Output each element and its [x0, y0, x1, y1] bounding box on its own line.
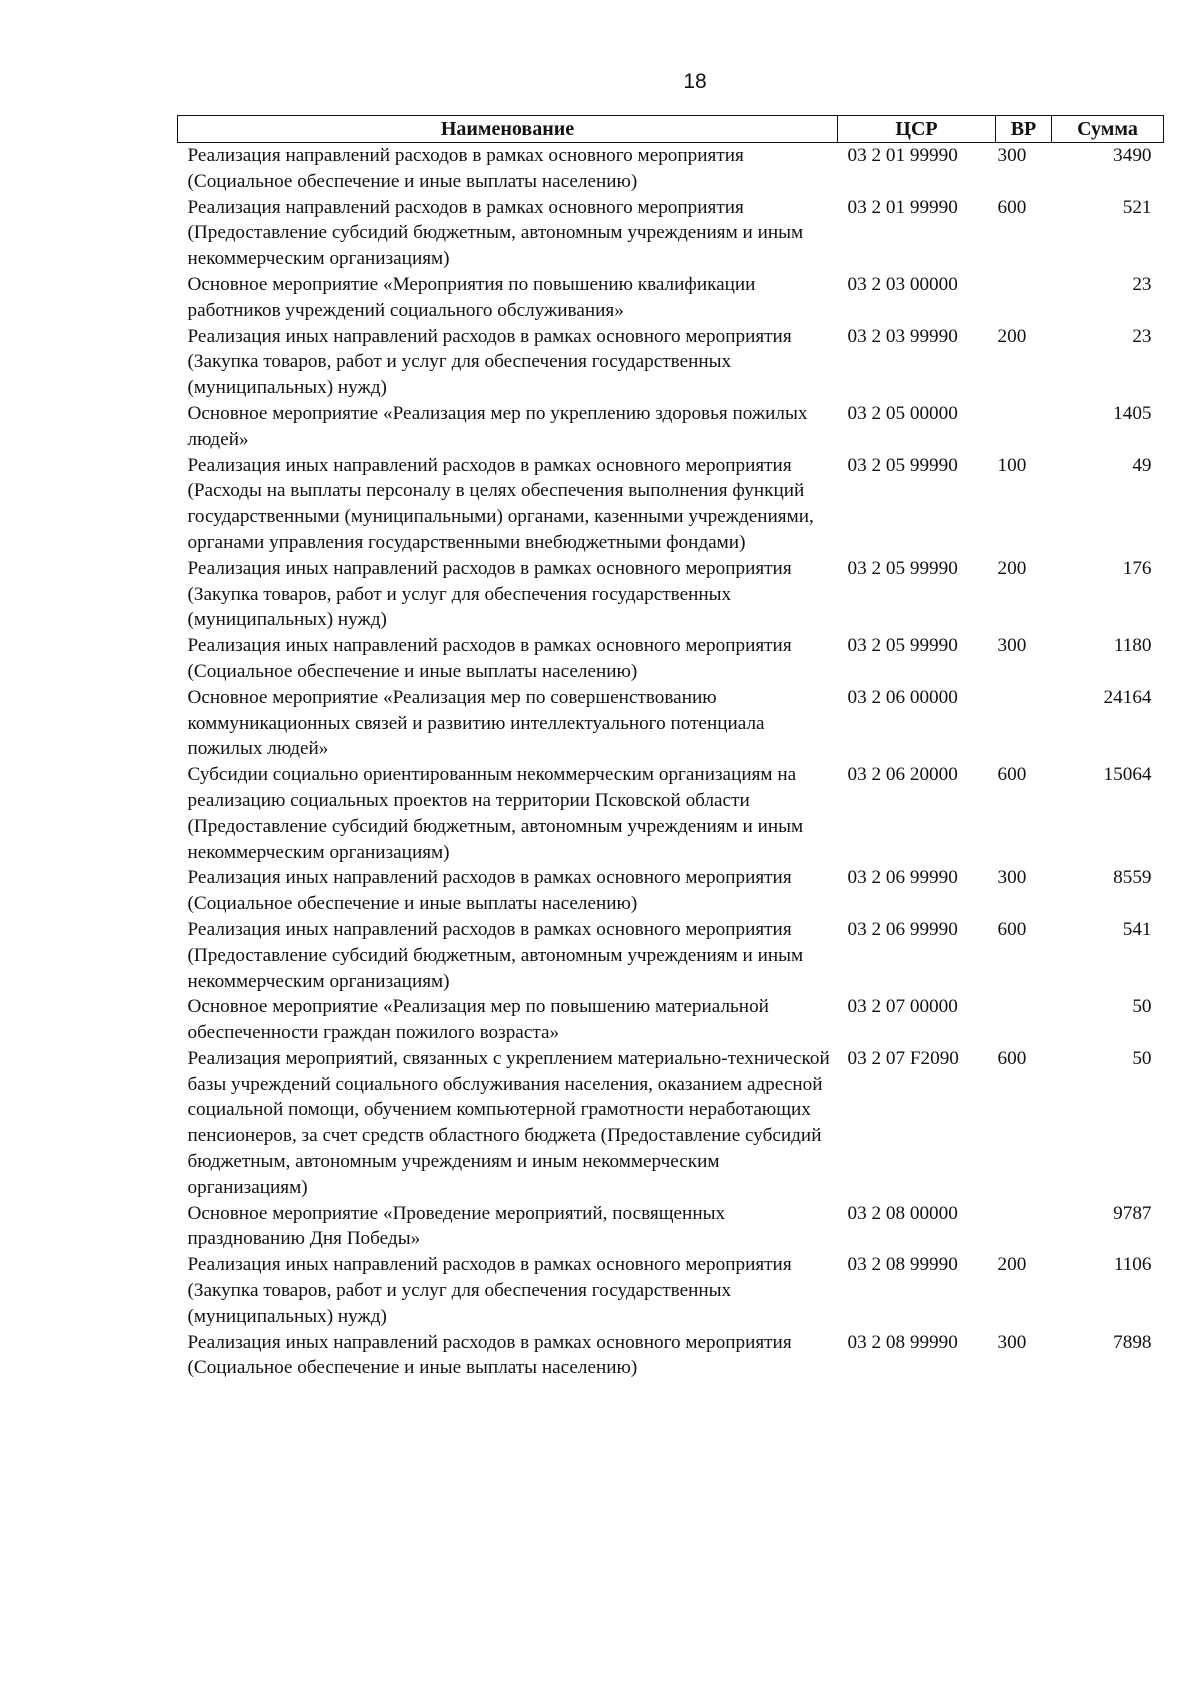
- table-row: [178, 556, 1164, 633]
- table-row: [178, 1252, 1164, 1329]
- row-name: Реализация иных направлений расходов в рамках основного мероприятия (Расходы на выплаты персоналу в целях обеспечения выполнения функций государственными (муниципальными) органами, казенными учреждениями, органами управления государственными внебюджетными фондами): [187, 454, 814, 553]
- row-vr: 600: [997, 196, 1027, 218]
- row-name: Реализация направлений расходов в рамках основного мероприятия (Социальное обеспечение и иные выплаты населению): [187, 145, 744, 192]
- table-header-row: [178, 116, 1164, 143]
- row-name: Основное мероприятие «Реализация мер по повышению материальной обеспеченности граждан пожилого возраста»: [187, 996, 769, 1044]
- row-sum: 176: [1122, 557, 1152, 579]
- row-csr: 03 2 06 00000: [847, 686, 958, 708]
- row-csr: 03 2 05 00000: [847, 402, 958, 424]
- table-row: [178, 453, 1164, 556]
- row-name: Основное мероприятие «Проведение мероприятий, посвященных празднованию Дня Победы»: [187, 1202, 726, 1250]
- row-vr: 300: [997, 1331, 1027, 1353]
- row-vr: 600: [997, 1047, 1027, 1069]
- header-csr: ЦСР: [838, 116, 996, 143]
- table-row: [178, 401, 1164, 453]
- row-vr: 600: [997, 918, 1027, 940]
- table-row: [178, 917, 1164, 994]
- row-name: Реализация иных направлений расходов в рамках основного мероприятия (Предоставление субсидий бюджетным, автономным учреждениям и иным некоммерческим организациям): [187, 918, 804, 992]
- row-sum: 23: [1132, 325, 1152, 347]
- table-row: [178, 1330, 1164, 1382]
- row-sum: 521: [1122, 196, 1152, 218]
- row-sum: 15064: [1103, 764, 1152, 786]
- row-csr: 03 2 06 20000: [847, 764, 958, 786]
- row-name: Основное мероприятие «Мероприятия по повышению квалификации работников учреждений социального обслуживания»: [187, 273, 756, 321]
- row-name: Реализация мероприятий, связанных с укреплением материально-технической базы учреждений социального обслуживания населения, оказанием адресной социальной помощи, обучением компьютерной грамотности неработающих пенсионеров, за счет средств областного бюджета (Предоставление субсидий бюджетным, автономным учреждениям и иным некоммерческим организациям): [187, 1047, 830, 1198]
- row-vr: 200: [997, 325, 1027, 347]
- row-csr: 03 2 05 99990: [847, 635, 958, 657]
- row-sum: 49: [1132, 454, 1152, 476]
- table-row: [178, 994, 1164, 1046]
- row-vr: [996, 401, 1052, 453]
- row-name: Субсидии социально ориентированным некоммерческим организациям на реализацию социальных проектов на территории Псковской области (Предоставление субсидий бюджетным, автономным учреждениям и иным некоммерческим организациям): [187, 764, 804, 863]
- row-sum: 7898: [1113, 1331, 1152, 1353]
- row-vr: [996, 994, 1052, 1046]
- row-sum: 1180: [1113, 635, 1152, 657]
- row-name: Основное мероприятие «Реализация мер по совершенствованию коммуникационных связей и развитию интеллектуального потенциала пожилых людей»: [187, 686, 765, 760]
- row-csr: 03 2 05 99990: [847, 557, 958, 579]
- row-csr: 03 2 01 99990: [847, 145, 958, 166]
- row-sum: 8559: [1113, 867, 1152, 889]
- row-sum: 50: [1132, 1047, 1152, 1069]
- row-csr: 03 2 03 00000: [847, 273, 958, 295]
- row-name: Основное мероприятие «Реализация мер по укреплению здоровья пожилых людей»: [187, 402, 808, 450]
- row-name: Реализация направлений расходов в рамках основного мероприятия (Предоставление субсидий бюджетным, автономным учреждениям и иным некоммерческим организациям): [187, 196, 804, 270]
- table-row: [178, 633, 1164, 685]
- header-vr: ВР: [996, 116, 1052, 143]
- row-sum: 50: [1132, 996, 1152, 1018]
- row-csr: 03 2 08 99990: [847, 1254, 958, 1276]
- table-row: [178, 762, 1164, 865]
- table-row: [178, 195, 1164, 272]
- row-name: Реализация иных направлений расходов в рамках основного мероприятия (Закупка товаров, работ и услуг для обеспечения государственных (муниципальных) нужд): [187, 557, 792, 631]
- row-vr: 300: [997, 145, 1027, 166]
- row-vr: 200: [997, 557, 1027, 579]
- row-name: Реализация иных направлений расходов в рамках основного мероприятия (Социальное обеспечение и иные выплаты населению): [187, 1331, 792, 1379]
- row-vr: 300: [997, 867, 1027, 889]
- row-sum: 23: [1132, 273, 1152, 295]
- table-row: [178, 324, 1164, 401]
- budget-table: [177, 115, 1164, 1381]
- header-name: Наименование: [178, 116, 838, 143]
- table-row: [178, 1201, 1164, 1253]
- page-number: 18: [683, 70, 707, 93]
- row-sum: 24164: [1103, 686, 1152, 708]
- row-sum: 541: [1122, 918, 1152, 940]
- row-name: Реализация иных направлений расходов в рамках основного мероприятия (Закупка товаров, работ и услуг для обеспечения государственных (муниципальных) нужд): [187, 325, 792, 399]
- row-csr: 03 2 06 99990: [847, 918, 958, 940]
- row-vr: 600: [997, 764, 1027, 786]
- row-csr: 03 2 07 00000: [847, 996, 958, 1018]
- row-csr: 03 2 08 99990: [847, 1331, 958, 1353]
- row-sum: 1106: [1113, 1254, 1152, 1276]
- row-sum: 9787: [1113, 1202, 1152, 1224]
- row-vr: [996, 272, 1052, 324]
- row-vr: 300: [997, 635, 1027, 657]
- row-csr: 03 2 01 99990: [847, 196, 958, 218]
- row-csr: 03 2 08 00000: [847, 1202, 958, 1224]
- row-name: Реализация иных направлений расходов в рамках основного мероприятия (Социальное обеспечение и иные выплаты населению): [187, 867, 792, 915]
- header-sum: Сумма: [1052, 116, 1164, 143]
- table-row: [178, 272, 1164, 324]
- row-vr: 200: [997, 1254, 1027, 1276]
- table-row: [178, 685, 1164, 762]
- row-sum: 1405: [1113, 402, 1152, 424]
- table-row: [178, 143, 1164, 195]
- table-row: [178, 1046, 1164, 1201]
- row-vr: [996, 685, 1052, 762]
- row-name: Реализация иных направлений расходов в рамках основного мероприятия (Закупка товаров, работ и услуг для обеспечения государственных (муниципальных) нужд): [187, 1254, 792, 1327]
- row-vr: [996, 1201, 1052, 1253]
- row-csr: 03 2 03 99990: [847, 325, 958, 347]
- row-name: Реализация иных направлений расходов в рамках основного мероприятия (Социальное обеспечение и иные выплаты населению): [187, 635, 792, 682]
- row-csr: 03 2 05 99990: [847, 454, 958, 476]
- row-sum: 3490: [1113, 145, 1152, 166]
- row-csr: 03 2 06 99990: [847, 867, 958, 889]
- table-row: [178, 865, 1164, 917]
- row-csr: 03 2 07 F2090: [847, 1047, 959, 1069]
- row-vr: 100: [997, 454, 1027, 476]
